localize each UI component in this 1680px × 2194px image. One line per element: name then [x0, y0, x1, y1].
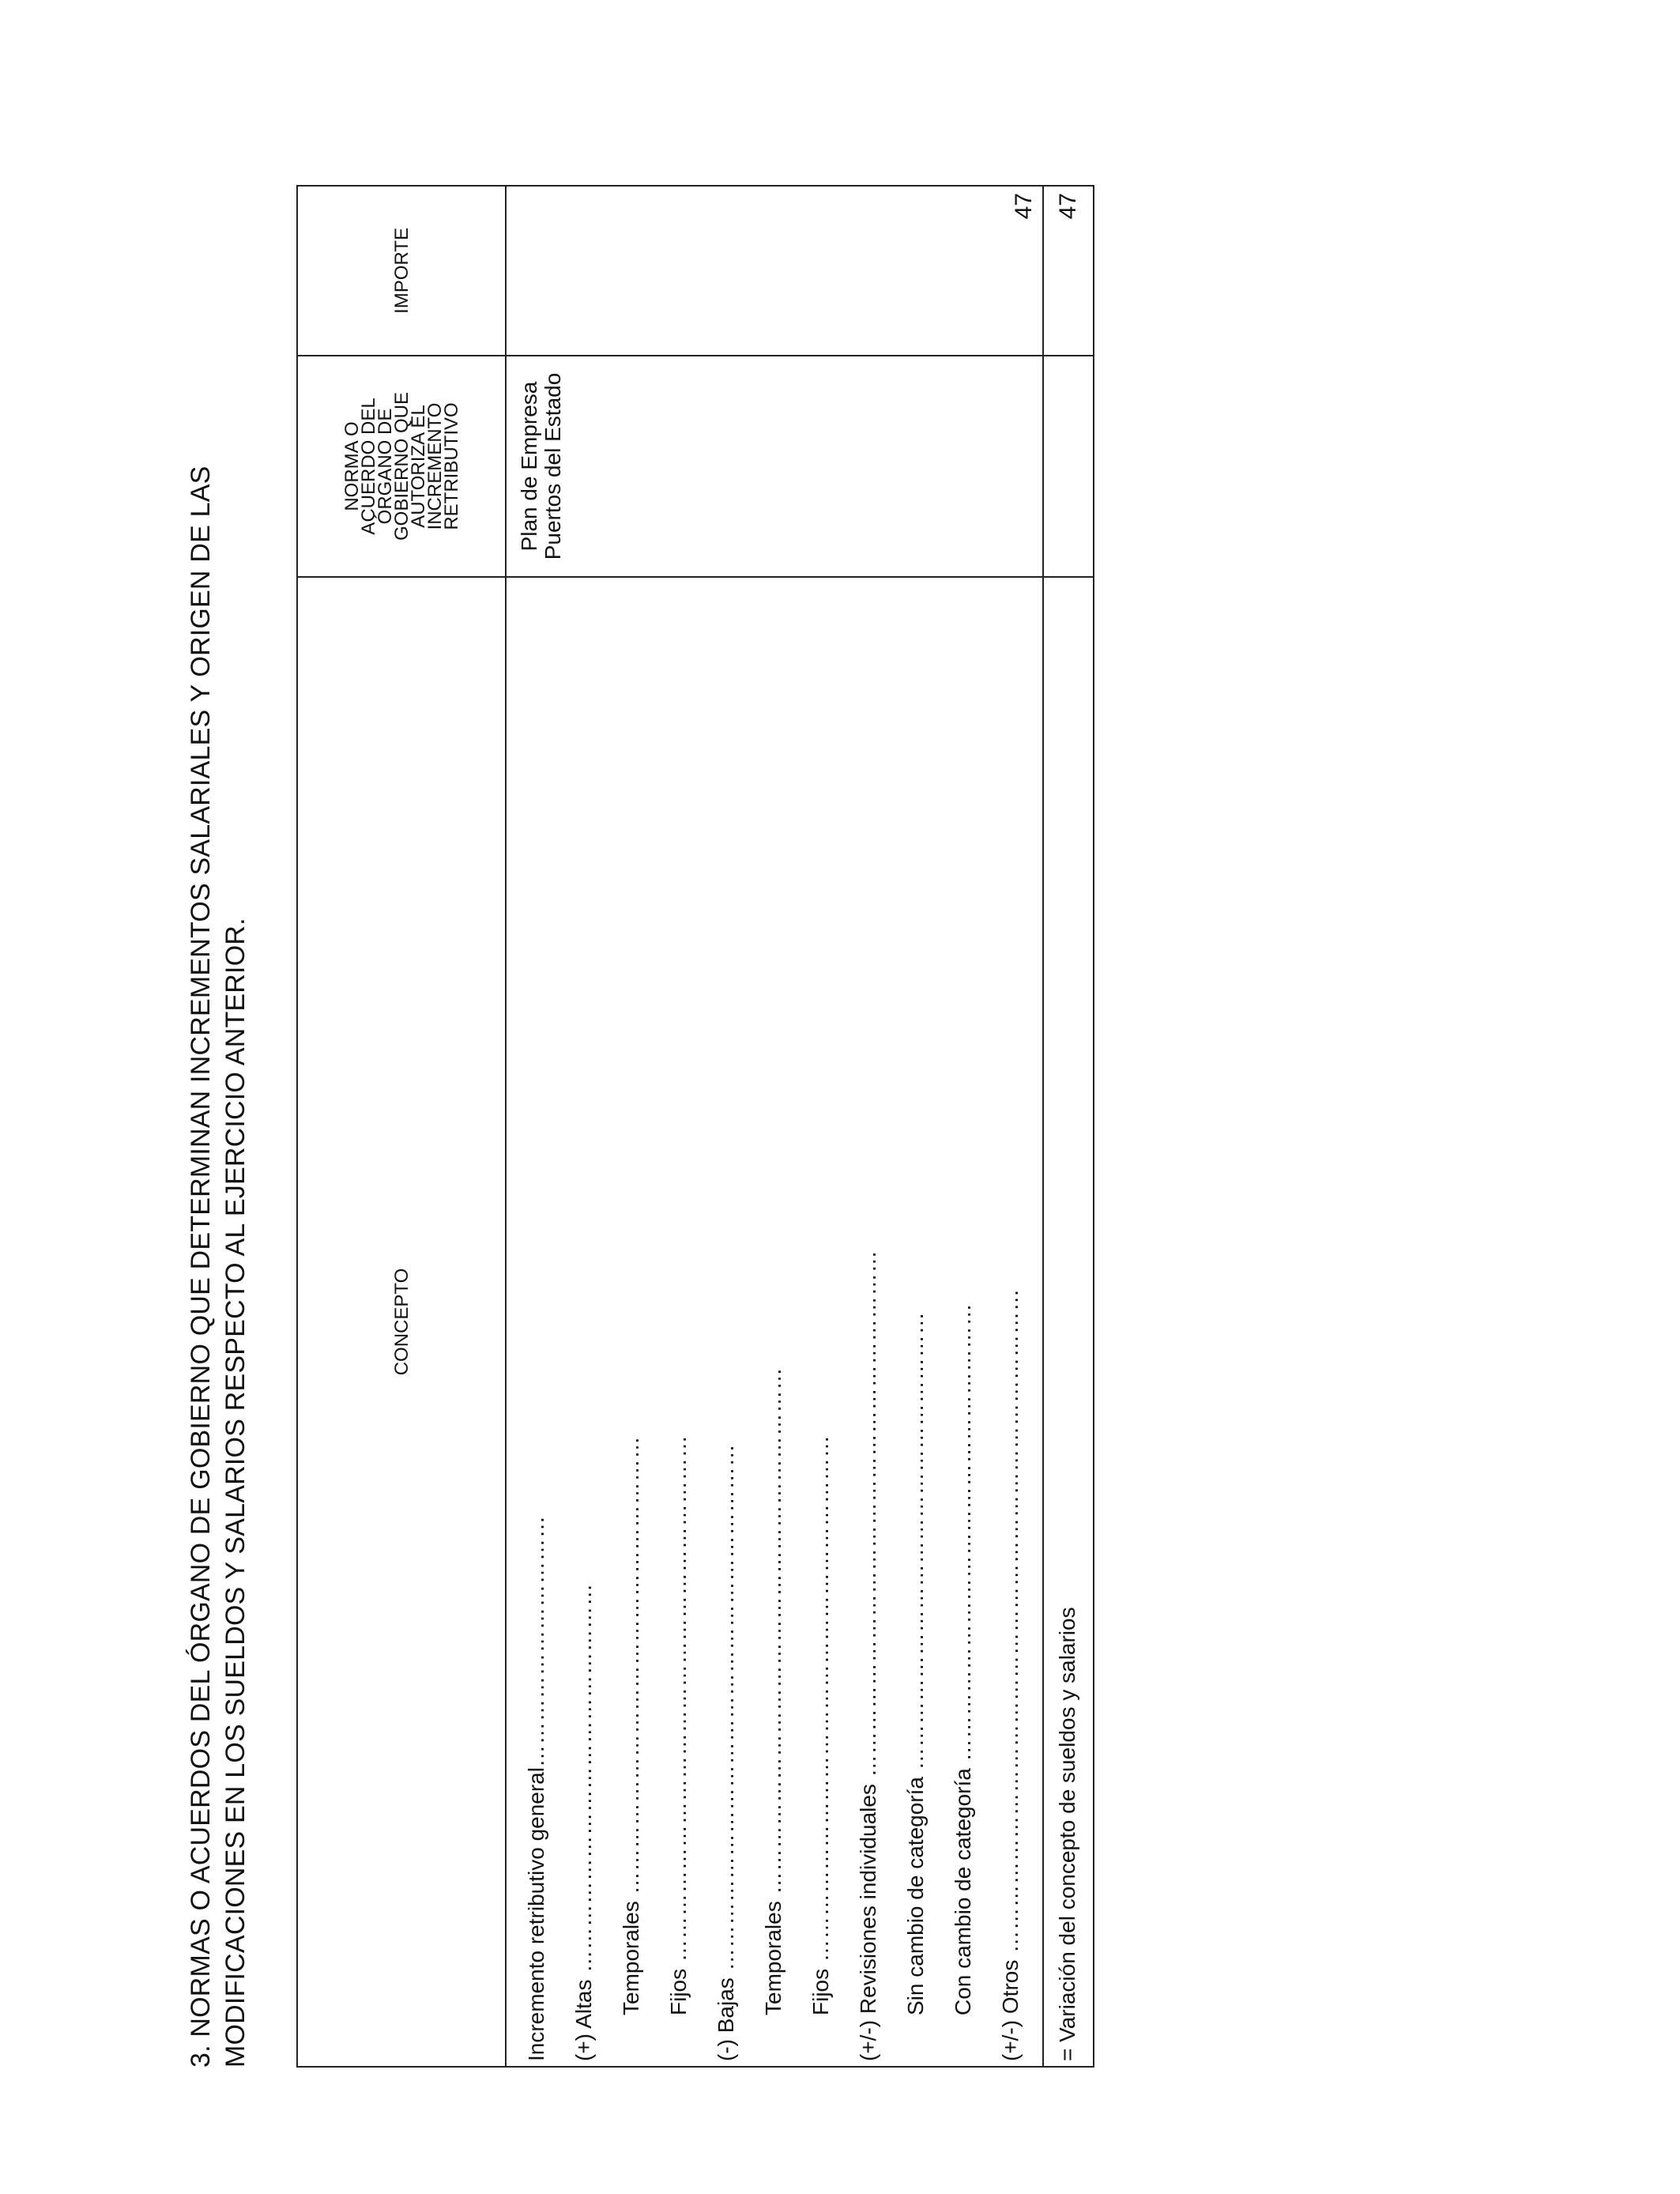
concept-row-leader-dots: ……………………………………………: [571, 1582, 596, 1980]
concept-row-leader-dots: ……………………………………………………………: [856, 1250, 880, 1785]
concept-row-label: (+/-) Otros: [998, 1959, 1023, 2061]
total-norma-empty: [1043, 356, 1094, 577]
concept-row: [750, 578, 797, 2061]
concept-row-leader-dots: ……………………………………………………: [619, 1435, 643, 1902]
concept-row-label: Temporales: [761, 1901, 785, 2015]
concept-row-label: (+/-) Revisiones individuales: [856, 1784, 880, 2061]
concept-row: [797, 578, 845, 2061]
concept-row-label: Fijos: [808, 1968, 833, 2015]
concept-row-leader-dots: ……………………………………………………………………………: [998, 1287, 1023, 1960]
concept-row-label: Con cambio de categoría: [951, 1768, 975, 2015]
concept-list-cell: [506, 577, 1043, 2067]
concept-row-leader-dots: ……………………………………………………: [903, 1311, 928, 1777]
increments-table: [296, 185, 1094, 2068]
concept-row: [845, 578, 892, 2061]
concept-row-label: (+) Altas: [571, 1979, 596, 2061]
title-line-2: MODIFICACIONES EN LOS SUELDOS Y SALARIOS RESPECTO AL EJERCICIO ANTERIOR.: [220, 918, 250, 2068]
section-title: [183, 44, 253, 2068]
concept-row-leader-dots: ……………………………………………………………: [761, 1367, 785, 1902]
concept-row-label: Incremento retributivo general: [524, 1767, 548, 2061]
header-importe: IMPORTE: [297, 186, 506, 356]
table-body-row: [506, 186, 1043, 2067]
header-norma: NORMA O ACUERDO DEL ÓRGANO DE GOBIERNO QUE AUTORIZA EL INCREMENTO RETRIBUTIVO: [297, 356, 506, 577]
concept-row-leader-dots: ……………………………………………………: [951, 1302, 975, 1769]
concept-row: [940, 578, 987, 2061]
concept-row: [560, 578, 608, 2061]
title-line-1: 3. NORMAS O ACUERDOS DEL ÓRGANO DE GOBIERNO QUE DETERMINAN INCREMENTOS SALARIALES Y ORIGEN DE LAS: [186, 466, 216, 2068]
table-total-row: [1043, 186, 1094, 2067]
norma-cell: Plan de Empresa Puertos del Estado: [506, 356, 1043, 577]
importe-value: 47: [1011, 193, 1037, 220]
concept-row: [892, 578, 940, 2061]
concept-row-leader-dots: ……………………………………………………………: [808, 1434, 833, 1969]
concept-row-leader-dots: ……………………………………………………………: [666, 1434, 691, 1969]
concept-row-label: (-) Bajas: [714, 1977, 738, 2061]
header-concepto: CONCEPTO: [297, 577, 506, 2067]
concept-row: [987, 578, 1034, 2061]
concept-row: [655, 578, 703, 2061]
concept-row-leader-dots: ……………………………………………………………: [714, 1443, 738, 1978]
concept-row-label: Temporales: [619, 1901, 643, 2015]
total-value: 47: [1043, 186, 1094, 356]
table-header-row: [297, 186, 506, 2067]
concept-row-label: Fijos: [666, 1968, 691, 2015]
concept-row: [703, 578, 750, 2061]
concept-list: [513, 578, 1034, 2061]
concept-row: [513, 578, 560, 2061]
total-label: = Variación del concepto de sueldos y salarios: [1043, 577, 1094, 2067]
importe-cell: [506, 186, 1043, 356]
concept-row: [608, 578, 655, 2061]
concept-row-leader-dots: ……………………………: [524, 1515, 548, 1768]
concept-row-label: Sin cambio de categoría: [903, 1777, 928, 2015]
